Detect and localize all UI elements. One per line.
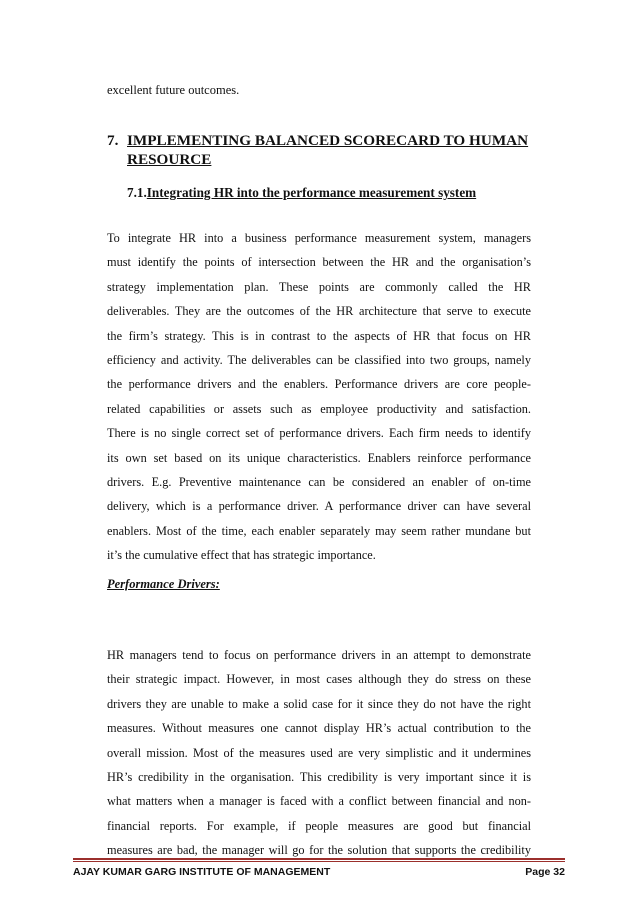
subsection-title: Integrating HR into the performance measurement system	[146, 185, 477, 200]
paragraph-line: related capabilities or assets such as employee productivity and satisfaction.	[107, 401, 531, 416]
paragraph-line: HR managers tend to focus on performance drivers in an attempt to demonstrate	[107, 648, 531, 662]
paragraph-line: measures are bad, the manager will go for the solution that supports the credibility	[107, 843, 531, 858]
paragraph-line: delivery, which is a performance driver. A performance driver can have several	[107, 499, 531, 514]
paragraph-line: drivers. E.g. Preventive maintenance can be considered an enabler of on-time	[107, 474, 531, 489]
performance-drivers-heading: Performance Drivers:	[107, 577, 220, 591]
lead-text: excellent future outcomes.	[107, 83, 240, 97]
paragraph-performance-drivers	[107, 643, 531, 863]
paragraph-line: must identify the points of intersection between the HR and the organisation’s	[107, 255, 531, 270]
section-title-line1: IMPLEMENTING BALANCED SCORECARD TO HUMAN	[127, 132, 529, 149]
paragraph-line: There is no single correct set of performance drivers. Each firm needs to identify	[107, 426, 531, 441]
paragraph-line: enablers. Most of the time, each enabler separately may seem rather mundane but	[107, 523, 531, 538]
paragraph-line: financial reports. For example, if people measures are good but financial	[107, 818, 531, 833]
paragraph-line: their strategic impact. However, in most cases although they do stress on these	[107, 672, 531, 687]
paragraph-line: efficiency and activity. The deliverables can be classified into two groups, namely	[107, 352, 531, 367]
section-number: 7.	[107, 132, 119, 149]
paragraph-line: measures. Without measures one cannot display HR’s actual contribution to the	[107, 721, 531, 736]
paragraph-line: HR’s credibility in the organisation. This credibility is very important since it is	[107, 769, 531, 784]
paragraph-line: the performance drivers and the enablers. Performance drivers are core people-	[107, 377, 531, 392]
subsection-heading	[127, 184, 547, 202]
paragraph-line: what matters when a manager is faced with a conflict between financial and non-	[107, 794, 531, 809]
section-title	[127, 131, 543, 169]
paragraph-line: strategy implementation plan. These points are commonly called the HR	[107, 279, 531, 294]
paragraph-line: overall mission. Most of the measures used are very simplistic and it undermines	[107, 745, 531, 760]
footer-rule-thick	[73, 858, 565, 860]
paragraph-hr-integration	[107, 226, 531, 567]
paragraph-line: it’s the cumulative effect that has strategic importance.	[107, 548, 376, 563]
paragraph-line: the firm’s strategy. This is in contrast to the aspects of HR that focus on HR	[107, 328, 531, 343]
paragraph-line: drivers they are unable to make a solid case for it since they do not have the right	[107, 696, 531, 711]
footer-rule-thin	[73, 861, 565, 862]
paragraph-line: its own set based on its unique characteristics. Enablers reinforce performance	[107, 450, 531, 465]
paragraph-line: To integrate HR into a business performance measurement system, managers	[107, 231, 531, 245]
footer-institute: AJAY KUMAR GARG INSTITUTE OF MANAGEMENT	[73, 866, 331, 878]
section-title-line2: RESOURCE	[127, 151, 212, 168]
subsection-number: 7.1.	[127, 185, 147, 200]
paragraph-line: deliverables. They are the outcomes of the HR architecture that serve to execute	[107, 304, 531, 319]
footer-page-number: Page 32	[525, 866, 565, 878]
